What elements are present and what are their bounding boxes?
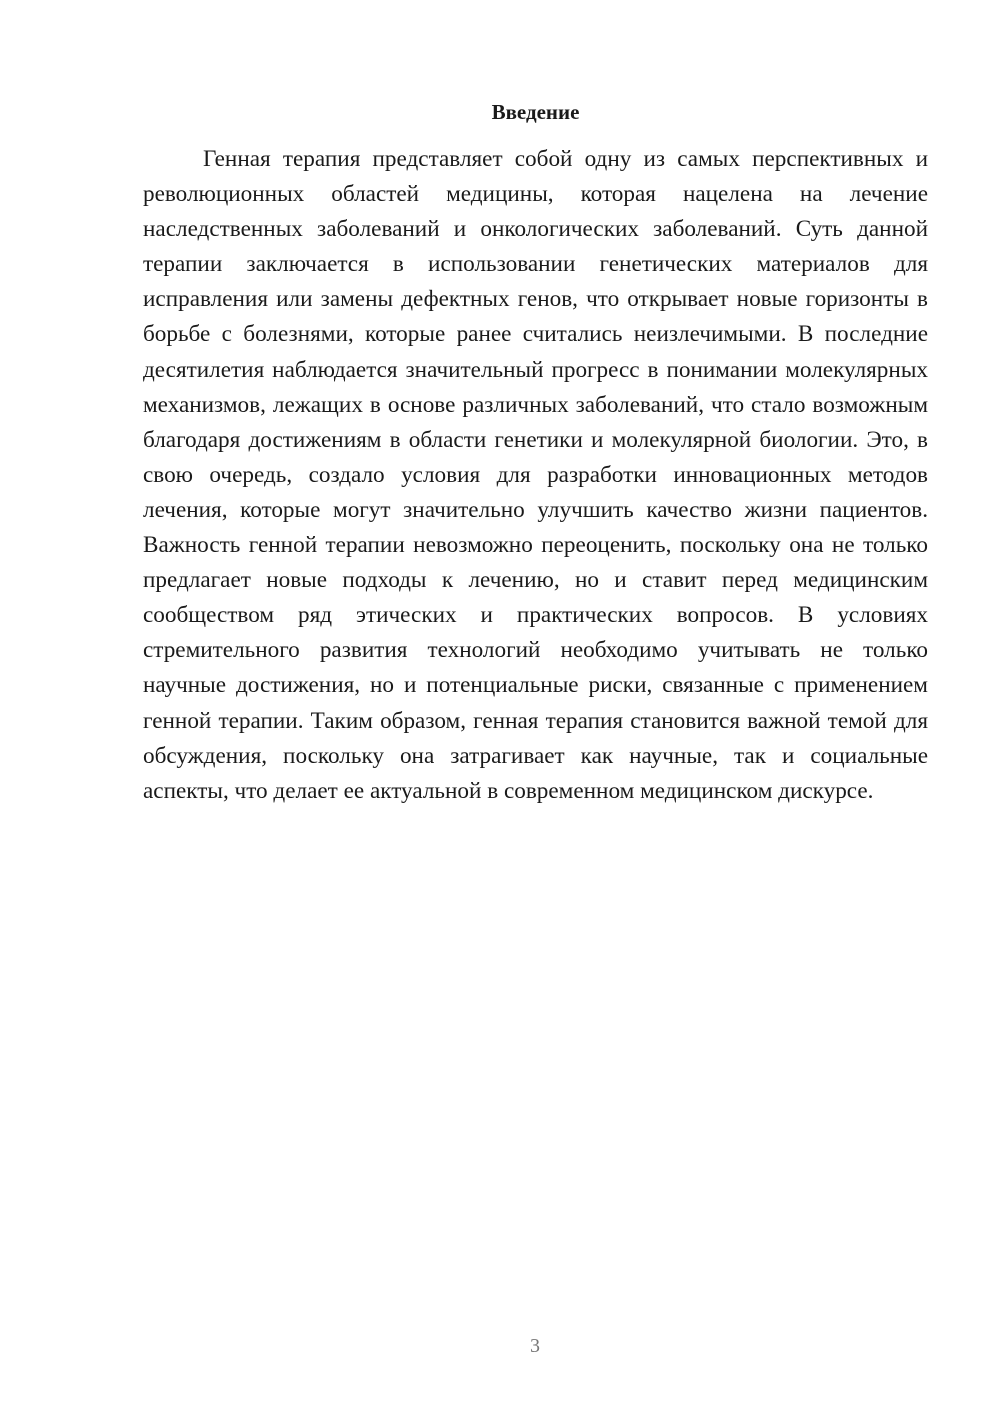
section-heading: Введение xyxy=(491,100,580,124)
page-number: 3 xyxy=(530,1335,540,1357)
body-paragraph: Генная терапия представляет собой одну из самых перспективных и революционных областей медицины, которая нацелена на лечение наследственных заболеваний и онкологических заболеваний. Суть данной терапии заключается в использовании генетических материалов для исправления или замены дефектных генов, что открывает новые горизонты в борьбе с болезнями, которые ранее считались неизлечимыми. В последние десятилетия наблюдается значительный прогресс в понимании молекулярных механизмов, лежащих в основе различных заболеваний, что стало возможным благодаря достижениям в области генетики и молекулярной биологии. Это, в свою очередь, создало условия для разработки инновационных методов лечения, которые могут значительно улучшить качество жизни пациентов. Важность генной терапии невозможно переоценить, поскольку она не только предлагает новые подходы к лечению, но и ставит перед медицинским сообществом ряд этических и практических вопросов. В условиях стремительного развития технологий необходимо учитывать не только научные достижения, но и потенциальные риски, связанные с применением генной терапии. Таким образом, генная терапия становится важной темой для обсуждения, поскольку она затрагивает как научные, так и социальные аспекты, что делает ее актуальной в современном медицинском дискурсе. xyxy=(143,146,928,804)
